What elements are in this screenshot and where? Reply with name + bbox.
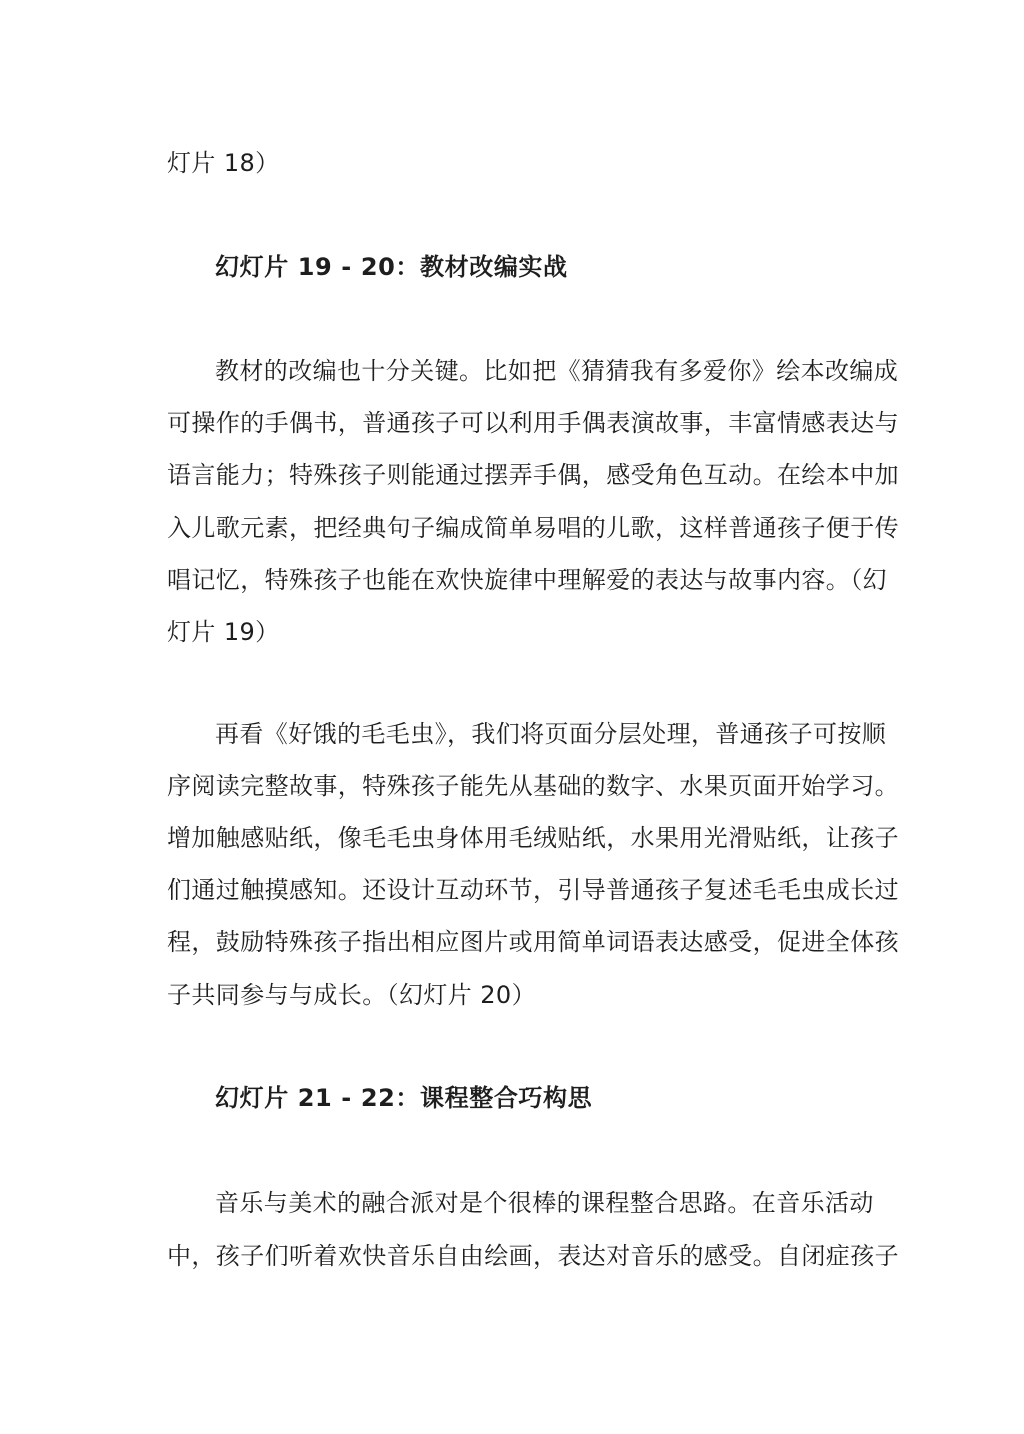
continuation-text: 灯片 18）	[167, 149, 280, 177]
paragraph-line: 们通过触摸感知。还设计互动环节，引导普通孩子复述毛毛虫成长过	[167, 876, 899, 904]
paragraph-line: 音乐与美术的融合派对是个很棒的课程整合思路。在音乐活动	[215, 1189, 874, 1217]
paragraph-line: 中，孩子们听着欢快音乐自由绘画，表达对音乐的感受。自闭症孩子	[167, 1242, 899, 1270]
paragraph-line: 入儿歌元素，把经典句子编成简单易唱的儿歌，这样普通孩子便于传	[167, 514, 899, 542]
paragraph-line: 程，鼓励特殊孩子指出相应图片或用简单词语表达感受，促进全体孩	[167, 928, 899, 956]
paragraph-line: 序阅读完整故事，特殊孩子能先从基础的数字、水果页面开始学习。	[167, 772, 899, 800]
paragraph-line: 语言能力；特殊孩子则能通过摆弄手偶，感受角色互动。在绘本中加	[167, 461, 899, 489]
paragraph-line: 子共同参与与成长。（幻灯片 20）	[167, 981, 536, 1009]
paragraph-line: 唱记忆，特殊孩子也能在欢快旋律中理解爱的表达与故事内容。（幻	[167, 566, 887, 594]
paragraph-line: 教材的改编也十分关键。比如把《猜猜我有多爱你》绘本改编成	[215, 357, 899, 385]
paragraph-line: 再看《好饿的毛毛虫》，我们将页面分层处理，普通孩子可按顺	[215, 720, 887, 748]
paragraph-line: 可操作的手偶书，普通孩子可以利用手偶表演故事，丰富情感表达与	[167, 409, 899, 437]
section-heading-slides-19-20: 幻灯片 19 - 20：教材改编实战	[215, 253, 568, 281]
paragraph-line: 灯片 19）	[167, 618, 280, 646]
paragraph-line: 增加触感贴纸，像毛毛虫身体用毛绒贴纸，水果用光滑贴纸，让孩子	[167, 824, 899, 852]
section-heading-slides-21-22: 幻灯片 21 - 22：课程整合巧构思	[215, 1084, 593, 1112]
